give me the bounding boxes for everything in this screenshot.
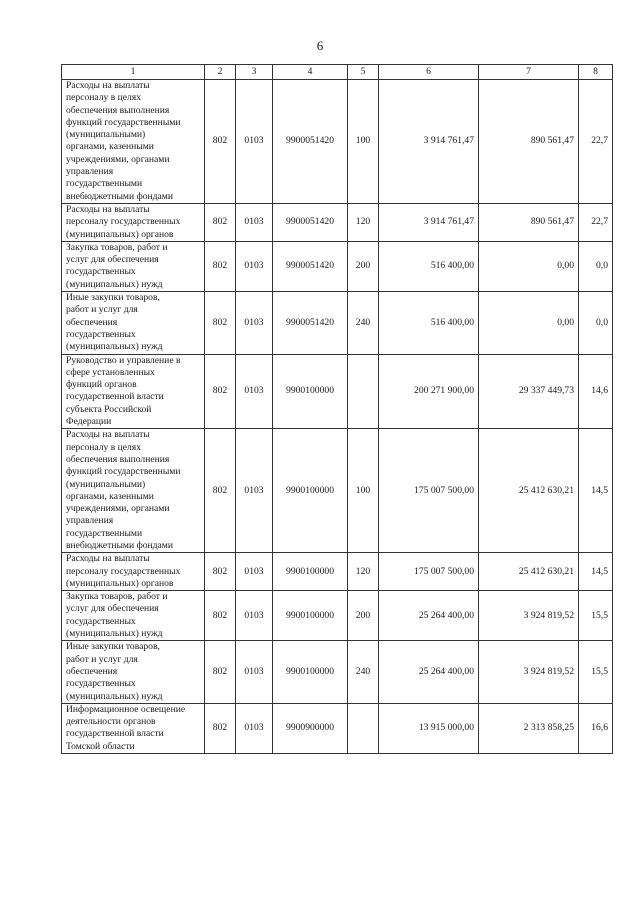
cell-ved: 802 [205,354,236,429]
cell-rz: 0103 [236,703,273,753]
row-name-line: Закупка товаров, работ и [66,241,168,253]
cell-ved: 802 [205,553,236,591]
row-name-line: Информационное освещение [66,703,186,715]
row-name [62,80,205,204]
cell-percent: 14,5 [579,429,613,553]
cell-rz: 0103 [236,591,273,641]
page-number: 6 [316,38,324,53]
column-header: 6 [379,65,479,80]
row-name-line: государственными [66,527,143,539]
cell-fact: 25 412 630,21 [479,553,579,591]
column-header: 3 [236,65,273,80]
table-row [62,203,613,241]
cell-percent: 15,5 [579,591,613,641]
cell-vr: 100 [348,80,379,204]
table-row [62,80,613,204]
cell-csr: 9900100000 [273,591,348,641]
cell-csr: 9900051420 [273,241,348,291]
cell-vr: 200 [348,591,379,641]
row-name [62,203,205,241]
cell-vr: 240 [348,292,379,354]
row-name-line: Расходы на выплаты [66,429,150,441]
row-name-line: услуг для обеспечения [66,254,159,266]
column-header: 4 [273,65,348,80]
table-row [62,591,613,641]
row-name-line: Расходы на выплаты [66,553,150,565]
cell-ved: 802 [205,429,236,553]
cell-rz: 0103 [236,641,273,703]
cell-csr: 9900051420 [273,203,348,241]
row-name-line: Расходы на выплаты [66,203,150,215]
row-name-line: персоналу в целях [66,441,142,453]
row-name-line: государственных [66,615,136,627]
table-body [62,80,613,754]
column-header: 8 [579,65,613,80]
row-name-line: Расходы на выплаты [66,80,150,91]
cell-percent: 15,5 [579,641,613,703]
row-name-line: Иные закупки товаров, [66,292,160,304]
row-name-line: сфере установленных [66,366,155,378]
table-row [62,553,613,591]
cell-vr: 240 [348,641,379,703]
row-name-line: (муниципальными) [66,129,146,141]
row-name-line: внебюджетными фондами [66,190,173,202]
row-name-line: государственной власти [66,728,164,740]
row-name-line: (муниципальных) нужд [66,341,163,353]
row-name-line: работ и услуг для [66,304,138,316]
row-name [62,429,205,553]
cell-fact: 3 924 819,52 [479,641,579,703]
cell-rz: 0103 [236,80,273,204]
cell-rz: 0103 [236,553,273,591]
cell-percent: 16,6 [579,703,613,753]
cell-percent: 22,7 [579,80,613,204]
row-name [62,641,205,703]
table-row [62,354,613,429]
row-name-line: государственными [66,178,143,190]
row-name [62,292,205,354]
row-name-line: субъекта Российской [66,403,152,415]
row-name-line: органами, казенными [66,490,154,502]
cell-fact: 3 924 819,52 [479,591,579,641]
cell-csr: 9900051420 [273,80,348,204]
column-header: 2 [205,65,236,80]
row-name-line: Закупка товаров, работ и [66,591,168,603]
row-name-line: деятельности органов [66,716,156,728]
row-name-line: (муниципальных) органов [66,577,174,589]
table-row [62,241,613,291]
cell-plan: 175 007 500,00 [379,553,479,591]
row-name [62,553,205,591]
row-name-line: функций органов [66,379,137,391]
cell-plan: 3 914 761,47 [379,80,479,204]
cell-plan: 516 400,00 [379,292,479,354]
row-name-line: обеспечения выполнения [66,453,170,465]
cell-vr: 120 [348,553,379,591]
row-name-line: государственной власти [66,391,164,403]
cell-csr: 9900100000 [273,429,348,553]
row-name [62,703,205,753]
row-name-line: персоналу государственных [66,216,181,228]
row-name-line: учреждениями, органами [66,503,170,515]
cell-rz: 0103 [236,354,273,429]
row-name-line: Томской области [66,740,135,752]
cell-ved: 802 [205,80,236,204]
table-row [62,429,613,553]
row-name-line: государственных [66,328,136,340]
budget-table [61,64,613,754]
cell-plan: 200 271 900,00 [379,354,479,429]
cell-percent: 14,5 [579,553,613,591]
row-name-line: учреждениями, органами [66,153,170,165]
cell-percent: 0,0 [579,241,613,291]
row-name-line: обеспечения [66,316,118,328]
cell-rz: 0103 [236,241,273,291]
row-name-line: государственных [66,266,136,278]
cell-plan: 3 914 761,47 [379,203,479,241]
cell-percent: 0,0 [579,292,613,354]
table-row [62,703,613,753]
row-name-line: (муниципальных) органов [66,228,174,240]
cell-csr: 9900900000 [273,703,348,753]
row-name-line: персоналу в целях [66,92,142,104]
cell-fact: 29 337 449,73 [479,354,579,429]
cell-rz: 0103 [236,429,273,553]
row-name-line: персоналу государственных [66,565,181,577]
cell-fact: 890 561,47 [479,203,579,241]
cell-ved: 802 [205,703,236,753]
cell-ved: 802 [205,241,236,291]
cell-rz: 0103 [236,203,273,241]
cell-ved: 802 [205,203,236,241]
column-header: 5 [348,65,379,80]
header-row [62,65,613,80]
row-name-line: управления [66,166,114,178]
row-name-line: Иные закупки товаров, [66,641,160,653]
row-name-line: Федерации [66,416,112,428]
row-name-line: (муниципальными) [66,478,146,490]
row-name-line: управления [66,515,114,527]
cell-csr: 9900100000 [273,354,348,429]
row-name-line: внебюджетными фондами [66,539,173,551]
cell-ved: 802 [205,591,236,641]
row-name-line: (муниципальных) нужд [66,690,163,702]
cell-fact: 25 412 630,21 [479,429,579,553]
cell-percent: 14,6 [579,354,613,429]
cell-plan: 13 915 000,00 [379,703,479,753]
row-name [62,241,205,291]
cell-plan: 516 400,00 [379,241,479,291]
cell-fact: 0,00 [479,292,579,354]
row-name-line: органами, казенными [66,141,154,153]
row-name-line: услуг для обеспечения [66,603,159,615]
cell-csr: 9900100000 [273,553,348,591]
cell-ved: 802 [205,292,236,354]
row-name-line: функций государственными [66,466,181,478]
cell-fact: 2 313 858,25 [479,703,579,753]
cell-percent: 22,7 [579,203,613,241]
cell-rz: 0103 [236,292,273,354]
row-name [62,591,205,641]
row-name-line: (муниципальных) нужд [66,278,163,290]
column-header: 7 [479,65,579,80]
row-name-line: работ и услуг для [66,653,138,665]
cell-vr: 120 [348,203,379,241]
row-name [62,354,205,429]
cell-csr: 9900051420 [273,292,348,354]
cell-vr [348,354,379,429]
cell-fact: 0,00 [479,241,579,291]
row-name-line: обеспечения [66,665,118,677]
cell-vr: 100 [348,429,379,553]
cell-vr: 200 [348,241,379,291]
cell-ved: 802 [205,641,236,703]
table-row [62,641,613,703]
cell-fact: 890 561,47 [479,80,579,204]
row-name-line: Руководство и управление в [66,354,181,366]
row-name-line: обеспечения выполнения [66,104,170,116]
cell-vr [348,703,379,753]
cell-plan: 25 264 400,00 [379,591,479,641]
row-name-line: функций государственными [66,116,181,128]
cell-csr: 9900100000 [273,641,348,703]
row-name-line: (муниципальных) нужд [66,628,163,640]
cell-plan: 175 007 500,00 [379,429,479,553]
cell-plan: 25 264 400,00 [379,641,479,703]
table-row [62,292,613,354]
row-name-line: государственных [66,678,136,690]
column-header: 1 [62,65,205,80]
